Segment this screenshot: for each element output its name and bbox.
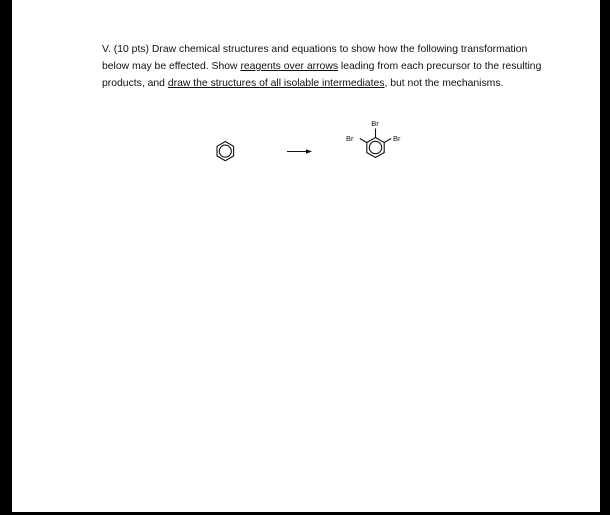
reaction-arrow xyxy=(287,149,312,154)
underlined-reagents-over-arrows: reagents over arrows xyxy=(240,61,339,73)
bond-right-br xyxy=(384,139,391,143)
bond-left-br xyxy=(360,139,367,143)
benzene-structure xyxy=(217,142,234,161)
reaction-scheme xyxy=(12,0,600,512)
product-aromatic-circle xyxy=(369,141,381,153)
question-number: V. xyxy=(102,44,111,55)
question-text-part-3: , but not the mechanisms. xyxy=(384,78,504,90)
br-top-label: Br xyxy=(371,119,379,128)
br-right-label: Br xyxy=(393,134,401,143)
question-points: (10 pts) xyxy=(113,44,149,55)
br-left-label: Br xyxy=(346,134,354,143)
question-text-part-2: leading from each precursor to the resulting products, and xyxy=(102,61,542,90)
benzene-aromatic-circle xyxy=(219,145,231,157)
underlined-draw-structures: draw the structures of all isolable intermediates xyxy=(167,78,385,90)
document-page xyxy=(12,0,600,512)
question-text-part-1: Draw chemical structures and equations to show how the following transformation below may be effected. Show xyxy=(102,44,528,73)
tribromobenzene-structure xyxy=(346,119,401,158)
